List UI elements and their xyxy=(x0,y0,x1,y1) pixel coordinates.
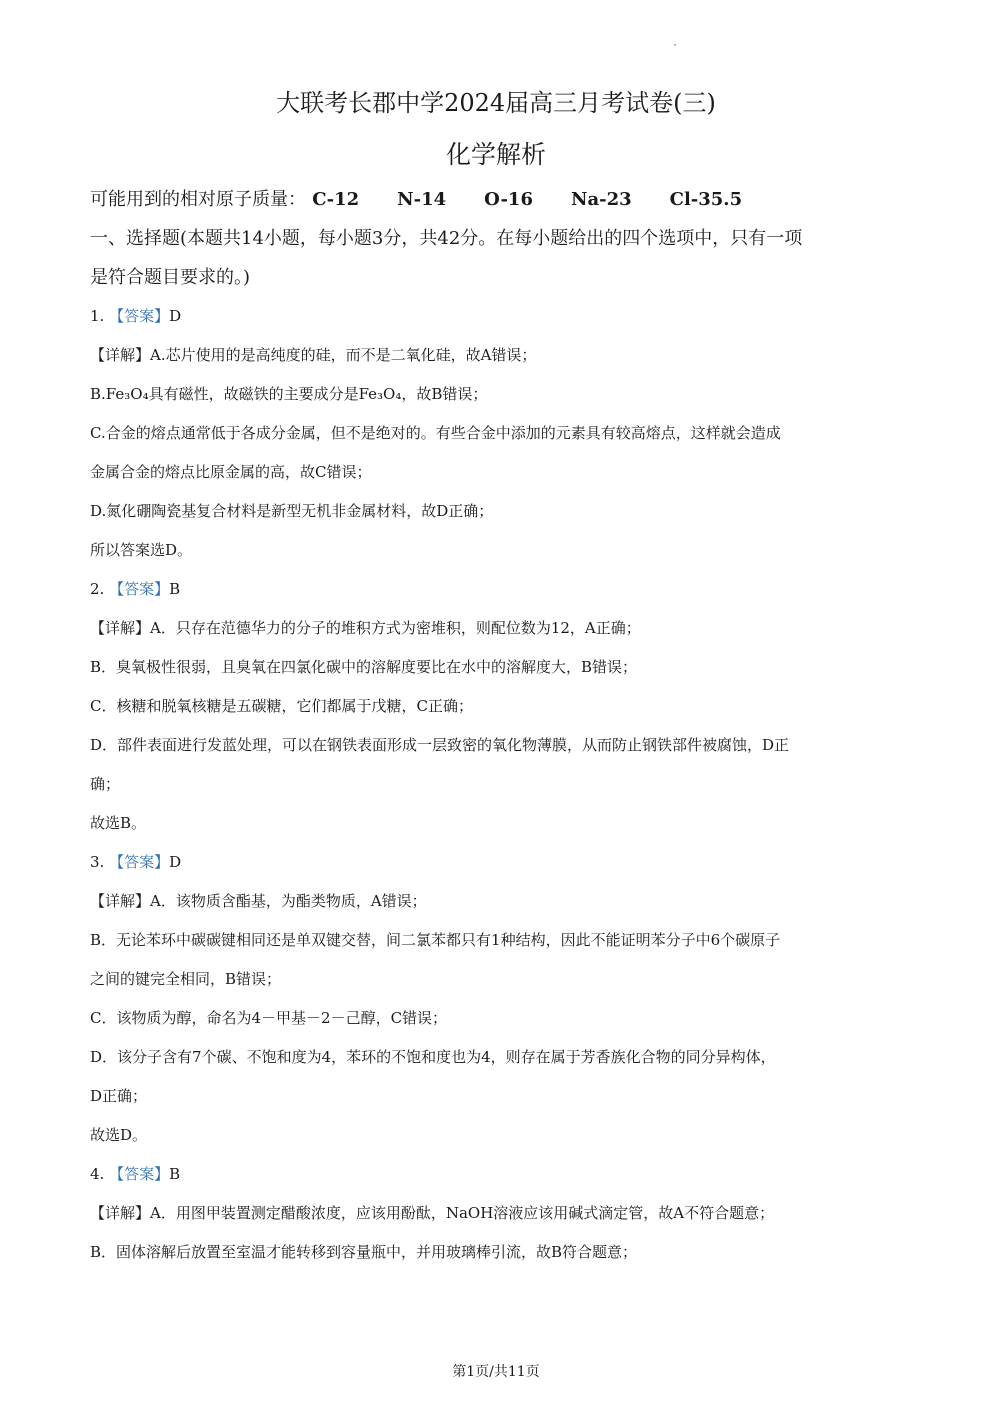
section-heading-line-2: 是符合题目要求的。) xyxy=(90,267,251,288)
q1-detail-line: D.氮化硼陶瓷基复合材料是新型无机非金属材料，故D正确； xyxy=(90,502,494,520)
q1-detail-line: 所以答案选D。 xyxy=(90,541,193,559)
q3-detail-line: D．该分子含有7个碳、不饱和度为4，苯环的不饱和度也为4，则存在属于芳香族化合物的同分异构体， xyxy=(90,1048,776,1066)
exam-subtitle: 化学解析 xyxy=(445,140,546,169)
answer-letter: B xyxy=(169,1165,181,1183)
page-footer: 第1页/共11页 xyxy=(452,1364,540,1380)
q3-detail-line: 【详解】A．该物质含酯基，为酯类物质，A错误； xyxy=(90,892,427,910)
q3-detail-line: C．该物质为醇，命名为4－甲基－2－己醇，C错误； xyxy=(90,1009,448,1027)
q2-detail-line: 确； xyxy=(90,775,121,793)
question-number: 1. xyxy=(90,307,105,325)
answer-tag: 【答案】 xyxy=(109,307,170,325)
question-number: 4. xyxy=(90,1165,105,1183)
answer-line-q4 xyxy=(90,1163,180,1185)
q1-detail-line: 【详解】A.芯片使用的是高纯度的硅，而不是二氧化硅，故A错误； xyxy=(90,346,537,364)
atomic-mass-line xyxy=(90,187,742,213)
q3-detail-line: 故选D。 xyxy=(90,1126,148,1144)
q2-detail-line: 【详解】A．只存在范德华力的分子的堆积方式为密堆积，则配位数为12，A正确； xyxy=(90,619,641,637)
atomic-mass-c: C-12 xyxy=(312,189,360,210)
atomic-mass-label: 可能用到的相对原子质量： xyxy=(90,189,306,210)
q2-detail-line: D．部件表面进行发蓝处理，可以在钢铁表面形成一层致密的氧化物薄膜，从而防止钢铁部件被腐蚀，D正 xyxy=(90,736,790,754)
q3-detail-line: 之间的键完全相同，B错误； xyxy=(90,970,282,988)
question-number: 3. xyxy=(90,853,105,871)
atomic-mass-o: O-16 xyxy=(484,189,533,210)
scan-dot xyxy=(674,44,676,46)
q2-detail-line: B．臭氧极性很弱，且臭氧在四氯化碳中的溶解度要比在水中的溶解度大，B错误； xyxy=(90,658,638,676)
answer-tag: 【答案】 xyxy=(109,580,170,598)
atomic-mass-na: Na-23 xyxy=(570,189,632,210)
answer-letter: D xyxy=(169,307,182,325)
answer-letter: B xyxy=(169,580,181,598)
answer-tag: 【答案】 xyxy=(109,1165,170,1183)
atomic-mass-cl: Cl-35.5 xyxy=(669,189,743,210)
q1-detail-line: C.合金的熔点通常低于各成分金属，但不是绝对的。有些合金中添加的元素具有较高熔点，这样就会造成 xyxy=(90,424,781,442)
q2-detail-line: C．核糖和脱氧核糖是五碳糖，它们都属于戊糖，C正确； xyxy=(90,697,473,715)
question-number: 2. xyxy=(90,580,105,598)
q4-detail-line: 【详解】A．用图甲装置测定醋酸浓度，应该用酚酞，NaOH溶液应该用碱式滴定管，故A不符合题意； xyxy=(90,1204,775,1222)
q2-detail-line: 故选B。 xyxy=(90,814,147,832)
q3-detail-line: B．无论苯环中碳碳键相同还是单双键交替，间二氯苯都只有1种结构，因此不能证明苯分子中6个碳原子 xyxy=(90,931,781,949)
answer-line-q3 xyxy=(90,851,181,873)
atomic-mass-n: N-14 xyxy=(397,189,447,210)
q4-detail-line: B．固体溶解后放置至室温才能转移到容量瓶中，并用玻璃棒引流，故B符合题意； xyxy=(90,1243,638,1261)
q1-detail-line: 金属合金的熔点比原金属的高，故C错误； xyxy=(90,463,372,481)
q3-detail-line: D正确； xyxy=(90,1087,148,1105)
answer-letter: D xyxy=(169,853,182,871)
answer-line-q1 xyxy=(90,305,181,327)
q1-detail-line: B.Fe₃O₄具有磁性，故磁铁的主要成分是Fe₃O₄，故B错误； xyxy=(90,385,488,403)
answer-tag: 【答案】 xyxy=(109,853,170,871)
exam-title: 大联考长郡中学2024届高三月考试卷(三) xyxy=(276,89,716,117)
section-heading-line-1: 一、选择题(本题共14小题，每小题3分，共42分。在每小题给出的四个选项中，只有一项 xyxy=(90,228,803,249)
answer-line-q2 xyxy=(90,578,180,600)
